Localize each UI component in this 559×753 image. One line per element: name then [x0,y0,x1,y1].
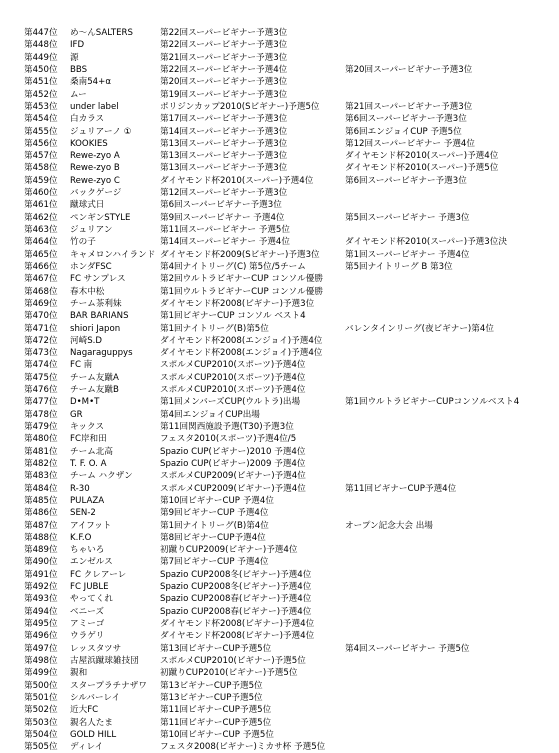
result-primary-cell: 第14回スーパービギナー予選3位 [160,126,288,137]
rank-cell: 第479位 [24,422,58,432]
team-name-cell: エンゼルス [70,557,113,568]
team-name-cell: BAR BARIANS [70,311,129,322]
table-row [0,286,559,298]
team-name-cell: T. F. O. A [70,458,107,469]
table-row [0,298,559,310]
table-row [0,187,559,199]
rank-cell: 第460位 [24,188,58,199]
ranking-table [0,27,559,753]
result-primary-cell: 第13ビギナーCUP予選5位 [160,680,263,691]
result-primary-cell: 第9回ビギナーCUP 予選4位 [160,508,269,519]
table-row [0,199,559,211]
result-primary-cell: ダイヤモンド杯2008(ビギナー)予選4位 [160,619,315,629]
team-name-cell: ムー [70,89,87,100]
table-row [0,89,559,101]
team-name-cell: under label [70,101,119,112]
team-name-cell: チーム ハクザン [70,471,133,482]
team-name-cell: KOOKIES [70,138,108,149]
rank-cell: 第498位 [24,655,58,666]
rank-cell: 第471位 [24,323,58,334]
table-row [0,593,559,605]
team-name-cell: 桑南54+α [70,77,111,88]
rank-cell: 第461位 [24,200,58,211]
result-primary-cell: ダイヤモンド杯2008(ビギナー)予選4位 [160,631,315,642]
table-row [0,113,559,125]
team-name-cell: Nagaraguppys [70,348,133,359]
result-primary-cell: 第11回ビギナーCUP予選5位 [160,717,272,728]
team-name-cell: ちゃいろ [70,545,105,556]
result-secondary-cell: 第11回ビギナーCUP予選4位 [345,483,457,494]
rank-cell: 第467位 [24,274,58,285]
table-row [0,150,559,162]
result-primary-cell: 第13回ビギナーCUP予選5位 [160,643,272,654]
table-row [0,76,559,88]
table-row [0,556,559,568]
rank-cell: 第502位 [24,705,58,716]
team-name-cell: K.F.O [70,532,92,543]
team-name-cell: 春木中松 [70,286,105,297]
team-name-cell: チーム友蹴A [70,372,119,383]
team-name-cell: 白カラス [70,114,105,125]
team-name-cell: ジュリアン [70,225,113,235]
rank-cell: 第475位 [24,372,58,383]
team-name-cell: キックス [70,422,105,432]
rank-cell: 第469位 [24,298,58,309]
result-primary-cell: Spazio CUP2008春(ビギナー)予選4位 [160,594,312,605]
team-name-cell: ディレイ [70,742,104,753]
team-name-cell: FC JUBLE [70,582,109,593]
result-primary-cell: 第19回スーパービギナー予選3位 [160,89,288,100]
rank-cell: 第468位 [24,286,58,297]
table-row [0,483,559,495]
team-name-cell: ペンギンSTYLE [70,212,131,223]
result-primary-cell: スポルメCUP2010(スポーツ)予選4位 [160,360,306,371]
team-name-cell: 源 [70,52,79,63]
table-row [0,618,559,630]
result-primary-cell: 第4回ナイトリーグ(C) 第5位/5チーム [160,261,306,272]
rank-cell: 第454位 [24,114,58,125]
rank-cell: 第493位 [24,594,58,605]
result-primary-cell: 第6回スーパービギナー予選3位 [160,200,282,211]
team-name-cell: FC クレアーレ [70,569,127,580]
result-primary-cell: 第13回スーパービギナー予選3位 [160,138,288,149]
result-secondary-cell: 第20回スーパービギナー予選3位 [345,64,473,75]
team-name-cell: チーム友蹴B [70,385,119,396]
table-row [0,236,559,248]
result-secondary-cell: 第21回スーパービギナー予選3位 [345,101,473,112]
rank-cell: 第501位 [24,692,58,703]
result-primary-cell: 第1回ビギナーCUP コンソル ベスト4 [160,311,306,322]
rank-cell: 第492位 [24,582,58,593]
result-secondary-cell: 第6回スーパービギナー予選3位 [345,114,467,125]
rank-cell: 第464位 [24,237,58,248]
rank-cell: 第490位 [24,557,58,568]
table-row [0,396,559,408]
table-row [0,470,559,482]
table-row [0,409,559,421]
table-row [0,384,559,396]
result-primary-cell: 第22回スーパービギナー予選4位 [160,64,288,75]
result-primary-cell: フェスタ2010(スポーツ)予選4位/5 [160,434,297,445]
table-row [0,64,559,76]
result-primary-cell: 第9回スーパービギナー 予選4位 [160,212,285,223]
table-row [0,162,559,174]
result-secondary-cell: 第6回エンジョイCUP 予選5位 [345,126,462,137]
result-primary-cell: 第1回ウルトラビギナーCUP コンソル優勝 [160,286,323,297]
team-name-cell: アイフット [70,520,112,531]
result-primary-cell: ダイヤモンド杯2008(ビギナー)予選3位 [160,298,315,309]
team-name-cell: ウラゲリ [70,631,105,642]
result-primary-cell: 第22回スーパービギナー予選3位 [160,28,288,38]
result-primary-cell: スポルメCUP2010(スポーツ)予選4位 [160,385,306,396]
table-row [0,655,559,667]
team-name-cell: IFD [70,40,85,51]
rank-cell: 第456位 [24,138,58,149]
team-name-cell: ベニーズ [70,606,104,617]
team-name-cell: Rewe-zyo A [70,151,120,162]
team-name-cell: Rewe-zyo B [70,163,120,174]
table-row [0,323,559,335]
rank-cell: 第466位 [24,261,58,272]
team-name-cell: 親和 [70,668,88,679]
result-primary-cell: 第10回ビギナーCUP 予選4位 [160,495,274,506]
result-primary-cell: 第1回メンバーズCUP(ウルトラ)出場 [160,397,301,408]
rank-cell: 第465位 [24,249,58,260]
result-primary-cell: 第14回スーパービギナー 予選4位 [160,237,290,248]
team-name-cell: スタープラチナザワ [70,680,147,691]
team-name-cell: SEN-2 [70,508,96,519]
result-primary-cell: ダイヤモンド杯2009(Sビギナー)予選3位 [160,249,320,260]
result-primary-cell: 第11回関西施設予選(T30)予選3位 [160,422,294,432]
table-row [0,544,559,556]
table-row [0,261,559,273]
result-primary-cell: 初蹴りCUP2010(ビギナー)予選5位 [160,668,298,679]
result-primary-cell: 第8回ビギナーCUP予選4位 [160,532,266,543]
result-primary-cell: 第4回エンジョイCUP出場 [160,409,260,420]
table-row [0,273,559,285]
table-row [0,126,559,138]
rank-cell: 第503位 [24,717,58,728]
result-secondary-cell: 第5回スーパービギナー 予選3位 [345,212,470,223]
table-row [0,630,559,642]
table-row [0,249,559,261]
result-primary-cell: Spazio CUP2008春(ビギナー)予選4位 [160,606,312,617]
rank-cell: 第462位 [24,212,58,223]
result-primary-cell: 第20回スーパービギナー予選3位 [160,77,288,88]
result-primary-cell: 第1回ナイトリーグ(B)第4位 [160,520,269,531]
table-row [0,680,559,692]
rank-cell: 第474位 [24,360,58,371]
table-row [0,175,559,187]
result-primary-cell: 第17回スーパービギナー予選3位 [160,114,288,125]
table-row [0,704,559,716]
rank-cell: 第481位 [24,446,58,457]
table-row [0,667,559,679]
table-row [0,458,559,470]
result-primary-cell: フェスタ2008(ビギナー)ミカサ杯 予選5位 [160,742,326,753]
result-primary-cell: スポルメCUP2009(ビギナー)予選4位 [160,483,306,494]
table-row [0,101,559,113]
team-name-cell: 近大FC [70,705,99,716]
rank-cell: 第477位 [24,397,58,408]
team-name-cell: 蹴球式日 [70,200,105,211]
rank-cell: 第486位 [24,508,58,519]
rank-cell: 第495位 [24,619,58,629]
result-secondary-cell: ダイヤモンド杯2010(スーパー)予選5位 [345,163,499,174]
rank-cell: 第482位 [24,458,58,469]
rank-cell: 第487位 [24,520,58,531]
rank-cell: 第476位 [24,385,58,396]
team-name-cell: チーム茶利妹 [70,298,122,309]
rank-cell: 第505位 [24,742,58,753]
rank-cell: 第449位 [24,52,58,63]
result-primary-cell: 第11回ビギナーCUP予選5位 [160,705,272,716]
table-row [0,741,559,753]
rank-cell: 第458位 [24,163,58,174]
result-primary-cell: Spazio CUP(ビギナー)2010 予選4位 [160,446,306,457]
team-name-cell: GR [70,409,83,420]
rank-cell: 第496位 [24,631,58,642]
rank-cell: 第450位 [24,64,58,75]
table-row [0,335,559,347]
result-secondary-cell: 第6回スーパービギナー予選3位 [345,175,467,186]
team-name-cell: D•M•T [70,397,100,408]
rank-cell: 第491位 [24,569,58,580]
team-name-cell: R-30 [70,483,90,494]
table-row [0,359,559,371]
result-primary-cell: 第21回スーパービギナー予選3位 [160,52,288,63]
result-primary-cell: Spazio CUP2008冬(ビギナー)予選4位 [160,582,312,593]
table-row [0,446,559,458]
table-row [0,507,559,519]
rank-cell: 第470位 [24,311,58,322]
rank-cell: 第499位 [24,668,58,679]
result-secondary-cell: 第4回スーパービギナー 予選5位 [345,643,470,654]
result-secondary-cell: 第1回ウルトラビギナーCUPコンソルベスト4 [345,397,520,408]
result-primary-cell: 第2回ウルトラビギナーCUP コンソル優勝 [160,274,323,285]
result-primary-cell: 第10回ビギナーCUP 予選5位 [160,729,274,740]
table-row [0,347,559,359]
rank-cell: 第452位 [24,89,58,100]
rank-cell: 第497位 [24,643,58,654]
result-primary-cell: 第12回スーパービギナー予選3位 [160,188,288,199]
result-primary-cell: 第13回スーパービギナー予選3位 [160,151,288,162]
rank-cell: 第494位 [24,606,58,617]
rank-cell: 第472位 [24,335,58,346]
table-row [0,52,559,64]
team-name-cell: 古屋浜蹴球雑技団 [70,655,139,666]
team-name-cell: アミーゴ [70,619,105,629]
rank-cell: 第483位 [24,471,58,482]
result-primary-cell: 第1回ナイトリーグ(B)第5位 [160,323,269,334]
result-secondary-cell: バレンタインリーグ(夜ビギナー)第4位 [345,323,494,334]
table-row [0,520,559,532]
team-name-cell: 竹の子 [70,237,96,248]
rank-cell: 第473位 [24,348,58,359]
result-secondary-cell: 第5回ナイトリーグ B 第3位 [345,261,453,272]
result-primary-cell: Spazio CUP(ビギナー)2009 予選4位 [160,458,306,469]
result-primary-cell: スポルメCUP2010(ビギナー)予選5位 [160,655,306,666]
table-row [0,606,559,618]
team-name-cell: PULAZA [70,495,105,506]
result-primary-cell: 第22回スーパービギナー予選3位 [160,40,288,51]
result-primary-cell: スポルメCUP2010(スポーツ)予選4位 [160,372,306,383]
table-row [0,421,559,433]
table-row [0,532,559,544]
table-row [0,372,559,384]
team-name-cell: め～んSALTERS [70,28,133,38]
team-name-cell: 親名人たま [70,717,113,728]
rank-cell: 第488位 [24,532,58,543]
table-row [0,717,559,729]
result-secondary-cell: 第1回スーパービギナー 予選4位 [345,249,470,260]
rank-cell: 第457位 [24,151,58,162]
table-row [0,569,559,581]
result-secondary-cell: ダイヤモンド杯2010(スーパー)予選3位決 [345,237,507,248]
table-row [0,138,559,150]
team-name-cell: FC 南 [70,360,93,371]
rank-cell: 第463位 [24,225,58,235]
rank-cell: 第480位 [24,434,58,445]
result-primary-cell: 第11回スーパービギナー 予選5位 [160,225,290,235]
rank-cell: 第504位 [24,729,58,740]
result-primary-cell: ダイヤモンド杯2008(エンジョイ)予選4位 [160,335,323,346]
table-row [0,581,559,593]
team-name-cell: やってくれ [70,594,113,605]
result-primary-cell: スポルメCUP2009(ビギナー)予選4位 [160,471,306,482]
rank-cell: 第489位 [24,545,58,556]
result-secondary-cell: ダイヤモンド杯2010(スーパー)予選4位 [345,151,499,162]
team-name-cell: shiori Japon [70,323,121,334]
table-row [0,224,559,236]
result-primary-cell: 第13ビギナーCUP予選5位 [160,692,263,703]
result-primary-cell: Spazio CUP2008冬(ビギナー)予選4位 [160,569,312,580]
team-name-cell: FC サンプレス [70,274,126,285]
rank-cell: 第455位 [24,126,58,137]
team-name-cell: 河崎S.D [70,335,102,346]
rank-cell: 第448位 [24,40,58,51]
table-row [0,643,559,655]
rank-cell: 第484位 [24,483,58,494]
rank-cell: 第459位 [24,175,58,186]
rank-cell: 第485位 [24,495,58,506]
result-primary-cell: 初蹴りCUP2009(ビギナー)予選4位 [160,545,298,556]
result-primary-cell: ポリジンカップ2010(Sビギナー)予選5位 [160,101,320,112]
table-row [0,729,559,741]
table-row [0,39,559,51]
result-primary-cell: ダイヤモンド杯2008(エンジョイ)予選4位 [160,348,323,359]
result-primary-cell: ダイヤモンド杯2010(スーパー)予選4位 [160,175,314,186]
rank-cell: 第478位 [24,409,58,420]
table-row [0,212,559,224]
rank-cell: 第451位 [24,77,58,88]
team-name-cell: FC岸和田 [70,434,107,445]
table-row [0,27,559,39]
team-name-cell: レッスタツサ [70,643,122,654]
rank-cell: 第453位 [24,101,58,112]
table-row [0,433,559,445]
table-row [0,692,559,704]
team-name-cell: GOLD HILL [70,729,117,740]
team-name-cell: ジュリアーノ ① [70,126,132,137]
result-primary-cell: 第13回スーパービギナー予選3位 [160,163,288,174]
team-name-cell: チーム北高 [70,446,113,457]
result-secondary-cell: 第12回スーパービギナー 予選4位 [345,138,475,149]
rank-cell: 第500位 [24,680,58,691]
team-name-cell: ホンダFSC [70,261,112,272]
result-primary-cell: 第7回ビギナーCUP 予選4位 [160,557,269,568]
team-name-cell: Rewe-zyo C [70,175,120,186]
team-name-cell: キャメロンハイランド [70,249,156,260]
result-secondary-cell: オープン記念大会 出場 [345,520,433,531]
team-name-cell: シルバーレイ [70,692,121,703]
rank-cell: 第447位 [24,28,58,38]
table-row [0,495,559,507]
table-row [0,310,559,322]
team-name-cell: バックゲージ [70,188,122,199]
team-name-cell: BBS [70,64,88,75]
